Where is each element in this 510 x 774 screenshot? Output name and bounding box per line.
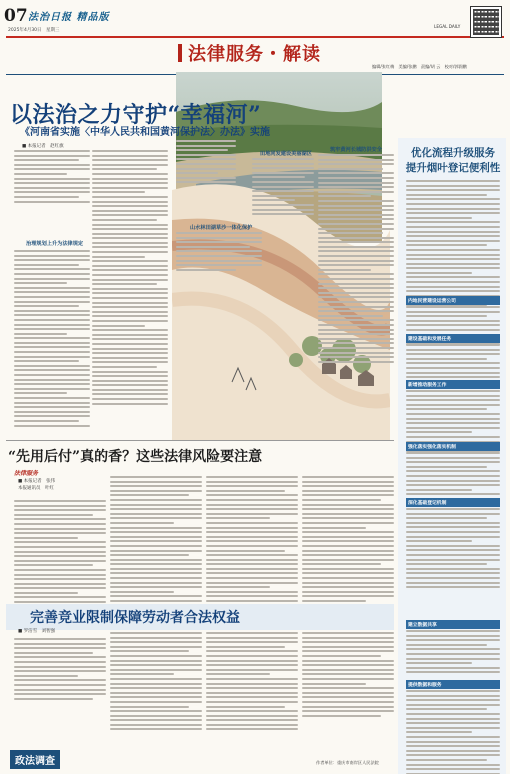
sidebar-title: 优化流程升级服务 提升烟叶登记便利性 bbox=[405, 147, 501, 174]
author-affiliation: 作者单位：重庆市南岸区人民法院 bbox=[316, 760, 379, 765]
article1-subheading-3: 田地同发建设美丽湖区 bbox=[260, 151, 312, 157]
article1-col4-text bbox=[176, 232, 262, 273]
article2-col1-text bbox=[14, 500, 106, 615]
article2-headline: “先用后付”真的香？这些法律风险要注意 bbox=[8, 449, 263, 465]
paper-logo: 法治日报 精品版 bbox=[28, 12, 110, 23]
sidebar-text-7 bbox=[406, 690, 500, 774]
sidebar-heading-5: 深化基础登记机制 bbox=[406, 498, 500, 507]
article3-col2-text bbox=[110, 632, 202, 733]
sidebar-text-6 bbox=[406, 630, 500, 676]
sidebar-heading-2: 建设基础和发展任务 bbox=[406, 334, 500, 343]
article1-col1-text bbox=[14, 250, 90, 429]
sidebar-heading-1: 内地民营建设运营公司 bbox=[406, 296, 500, 305]
article3-byline: ■ 罗洁雪 刘智强 bbox=[18, 629, 56, 634]
section-bar bbox=[178, 44, 182, 62]
article1-col2-text bbox=[92, 150, 168, 407]
article3-col1-text bbox=[14, 638, 106, 702]
sidebar-text-5 bbox=[406, 508, 500, 591]
page-number: 07 bbox=[4, 6, 28, 26]
article2-byline-1: ■ 本报记者 张伟 bbox=[18, 479, 56, 484]
article2-col4-text bbox=[302, 476, 394, 618]
column-label: 政法调查 bbox=[10, 750, 60, 769]
article1-col3-text bbox=[176, 140, 236, 186]
article1-byline: ■ 本报记者 赵红旗 bbox=[22, 144, 64, 149]
sidebar-heading-6: 建立数据共享 bbox=[406, 620, 500, 629]
sidebar-heading-4: 强化落实强化落实机制 bbox=[406, 442, 500, 451]
article1-col5-text bbox=[252, 158, 314, 218]
article3-headline: 完善竞业限制保障劳动者合法权益 bbox=[30, 610, 240, 626]
sidebar-heading-3: 新增推动服务工作 bbox=[406, 380, 500, 389]
article1-intro-text bbox=[14, 150, 90, 205]
qr-code-icon bbox=[470, 6, 502, 38]
article1-subheading-4: 筑牢黄河长城防洪安全 bbox=[330, 147, 382, 153]
article2-rule bbox=[6, 440, 394, 441]
section-title: 法律服务・解读 bbox=[188, 44, 321, 65]
article3-col3-text bbox=[206, 632, 298, 733]
article3-col4-text bbox=[302, 632, 394, 719]
editors-line: 编辑/张红梅 美编/张鹏 责编/胡 云 校对/郭润鹏 bbox=[372, 64, 467, 69]
header-rule bbox=[6, 36, 504, 38]
article2-bylines bbox=[18, 478, 55, 492]
article2-col3-text bbox=[206, 476, 298, 618]
sidebar-intro-text bbox=[406, 180, 500, 309]
publication-date: 2025年4月30日 星期三 bbox=[8, 28, 60, 33]
sidebar-heading-7: 提供数据和服务 bbox=[406, 680, 500, 689]
main-headline: 以法治之力守护“幸福河” bbox=[10, 102, 262, 128]
article2-byline-2: 本报通讯员 叶红 bbox=[18, 486, 54, 491]
article2-col2-text bbox=[110, 476, 202, 618]
article2-logo: 法律服务 bbox=[14, 470, 39, 477]
main-subhead: 《河南省实施〈中华人民共和国黄河保护法〉办法》实施 bbox=[20, 127, 270, 138]
article1-subheading-1: 治理规划上升为法律规定 bbox=[26, 241, 84, 247]
article1-col6-text bbox=[318, 154, 394, 365]
legal-daily-label: LEGAL DAILY bbox=[434, 24, 461, 29]
article1-subheading-2: 山水林田湖草沙一体化保护 bbox=[190, 225, 253, 231]
